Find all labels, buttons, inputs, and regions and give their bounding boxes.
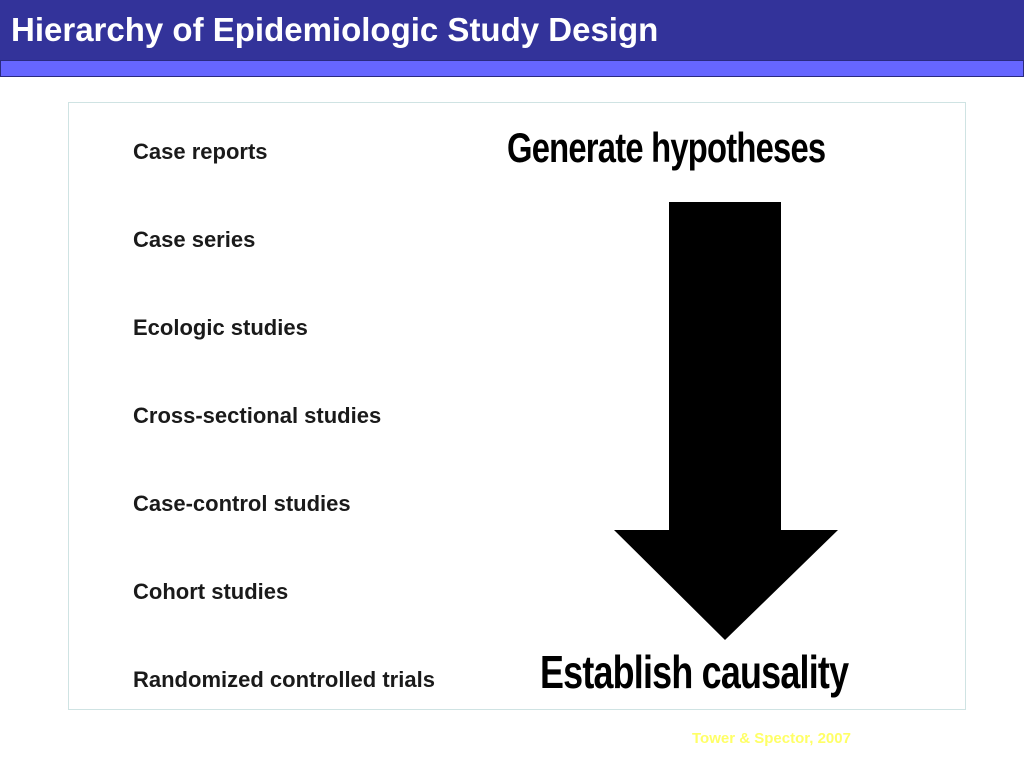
study-design-ecologic-studies: Ecologic studies [133, 315, 308, 340]
study-design-cohort-studies: Cohort studies [133, 579, 289, 604]
title-underline [0, 60, 1024, 77]
citation: Tower & Spector, 2007 [692, 730, 851, 747]
down-arrow-icon [610, 200, 842, 644]
study-design-case-reports: Case reports [133, 139, 268, 164]
title-bar [0, 0, 1024, 60]
establish-causality-label: Establish causality [540, 646, 849, 698]
study-design-randomized-controlled-trials: Randomized controlled trials [133, 667, 435, 692]
study-design-cross-sectional-studies: Cross-sectional studies [133, 403, 382, 428]
slide-title: Hierarchy of Epidemiologic Study Design [11, 11, 659, 48]
study-design-case-control-studies: Case-control studies [133, 491, 351, 516]
study-design-case-series: Case series [133, 227, 256, 252]
generate-hypotheses-label: Generate hypotheses [507, 124, 826, 171]
